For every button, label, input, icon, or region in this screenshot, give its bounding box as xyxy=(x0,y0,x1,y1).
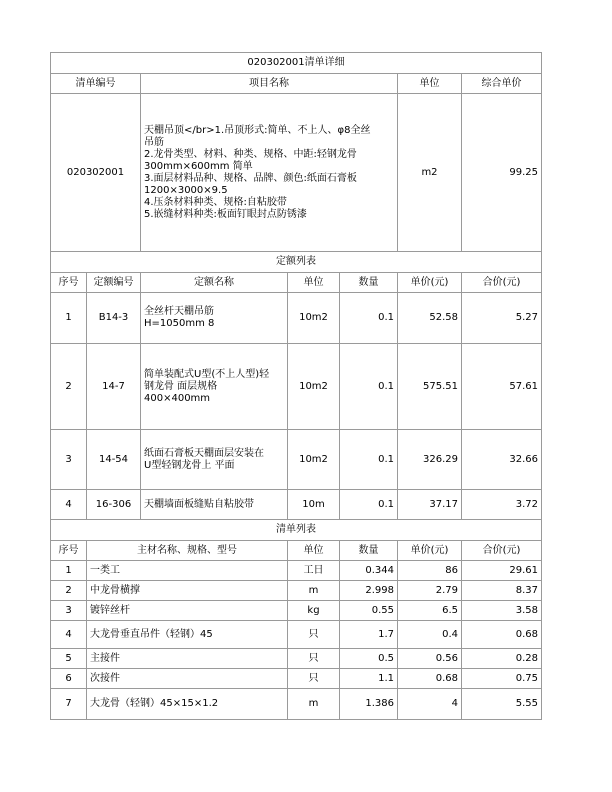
material-price: 4 xyxy=(398,689,462,720)
quota-qty: 0.1 xyxy=(340,344,398,430)
quota-header-price: 单价(元) xyxy=(398,273,462,293)
quota-code: 14-7 xyxy=(87,344,141,430)
material-price: 0.68 xyxy=(398,669,462,689)
quota-no: 1 xyxy=(51,293,87,344)
material-header-price: 单价(元) xyxy=(398,541,462,561)
material-row xyxy=(51,621,542,649)
quota-qty: 0.1 xyxy=(340,430,398,490)
quota-header-unit: 单位 xyxy=(288,273,340,293)
quota-unit: 10m xyxy=(288,490,340,520)
quota-no: 2 xyxy=(51,344,87,430)
material-price: 0.4 xyxy=(398,621,462,649)
bill-detail-table xyxy=(50,52,542,720)
material-qty: 0.55 xyxy=(340,601,398,621)
material-price: 86 xyxy=(398,561,462,581)
description-line: 5.嵌缝材料种类:板面钉眼封点防锈漆 xyxy=(144,208,307,220)
quota-price: 326.29 xyxy=(398,430,462,490)
item-description xyxy=(141,94,398,252)
material-no: 1 xyxy=(51,561,87,581)
material-name: 镀锌丝杆 xyxy=(87,601,288,621)
material-qty: 1.386 xyxy=(340,689,398,720)
material-row xyxy=(51,601,542,621)
quota-total: 5.27 xyxy=(462,293,542,344)
description-line: 300mm×600mm 简单 xyxy=(144,160,253,172)
quota-unit: 10m2 xyxy=(288,344,340,430)
material-no: 3 xyxy=(51,601,87,621)
material-unit: m xyxy=(288,581,340,601)
material-header-unit: 单位 xyxy=(288,541,340,561)
description-line: 2.龙骨类型、材料、种类、规格、中距:轻钢龙骨 xyxy=(144,148,357,160)
quota-section-title: 定额列表 xyxy=(51,252,542,273)
quota-qty: 0.1 xyxy=(340,293,398,344)
material-qty: 1.1 xyxy=(340,669,398,689)
quota-name: 全丝杆天棚吊筋 H=1050mm 8 xyxy=(144,306,215,329)
quota-row xyxy=(51,490,542,520)
table-title: 020302001清单详细 xyxy=(51,53,542,74)
materials-section-title: 清单列表 xyxy=(51,520,542,541)
header-item-name: 项目名称 xyxy=(141,74,398,94)
material-qty: 0.5 xyxy=(340,649,398,669)
material-unit: 只 xyxy=(288,649,340,669)
bill-unit: m2 xyxy=(398,94,462,252)
material-qty: 1.7 xyxy=(340,621,398,649)
header-unit: 单位 xyxy=(398,74,462,94)
material-price: 2.79 xyxy=(398,581,462,601)
quota-code: B14-3 xyxy=(87,293,141,344)
header-unit-price: 综合单价 xyxy=(462,74,542,94)
material-total: 0.68 xyxy=(462,621,542,649)
material-name: 主接件 xyxy=(87,649,288,669)
quota-total: 3.72 xyxy=(462,490,542,520)
material-qty: 0.344 xyxy=(340,561,398,581)
material-name: 大龙骨垂直吊件（轻钢）45 xyxy=(87,621,288,649)
quota-name: 简单装配式U型(不上人型)轻 钢龙骨 面层规格 400×400mm xyxy=(144,368,270,404)
material-header-qty: 数量 xyxy=(340,541,398,561)
material-name: 大龙骨（轻钢）45×15×1.2 xyxy=(87,689,288,720)
material-total: 5.55 xyxy=(462,689,542,720)
quota-row xyxy=(51,293,542,344)
material-total: 3.58 xyxy=(462,601,542,621)
material-unit: kg xyxy=(288,601,340,621)
quota-header-total: 合价(元) xyxy=(462,273,542,293)
description-line: 4.压条材料种类、规格:自粘胶带 xyxy=(144,196,287,208)
quota-unit: 10m2 xyxy=(288,430,340,490)
material-total: 0.28 xyxy=(462,649,542,669)
material-row xyxy=(51,581,542,601)
bill-code: 020302001 xyxy=(51,94,141,252)
material-qty: 2.998 xyxy=(340,581,398,601)
material-name: 一类工 xyxy=(87,561,288,581)
material-name: 次接件 xyxy=(87,669,288,689)
material-price: 0.56 xyxy=(398,649,462,669)
material-header-name: 主材名称、规格、型号 xyxy=(87,541,288,561)
material-total: 8.37 xyxy=(462,581,542,601)
material-header-no: 序号 xyxy=(51,541,87,561)
description-line: 天棚吊顶</br>1.吊顶形式:简单、不上人、φ8全丝 xyxy=(144,124,371,136)
material-no: 2 xyxy=(51,581,87,601)
quota-header-name: 定额名称 xyxy=(141,273,288,293)
quota-header-qty: 数量 xyxy=(340,273,398,293)
quota-name: 天棚墙面板缝贴自粘胶带 xyxy=(141,490,288,520)
quota-qty: 0.1 xyxy=(340,490,398,520)
quota-price: 37.17 xyxy=(398,490,462,520)
description-line: 吊筋 xyxy=(144,136,164,148)
material-price: 6.5 xyxy=(398,601,462,621)
material-total: 29.61 xyxy=(462,561,542,581)
quota-unit: 10m2 xyxy=(288,293,340,344)
material-row xyxy=(51,669,542,689)
material-no: 5 xyxy=(51,649,87,669)
quota-code: 14-54 xyxy=(87,430,141,490)
bill-unit-price: 99.25 xyxy=(462,94,542,252)
quota-no: 3 xyxy=(51,430,87,490)
material-name: 中龙骨横撑 xyxy=(87,581,288,601)
material-no: 4 xyxy=(51,621,87,649)
material-row xyxy=(51,689,542,720)
header-bill-code: 清单编号 xyxy=(51,74,141,94)
quota-price: 52.58 xyxy=(398,293,462,344)
material-no: 6 xyxy=(51,669,87,689)
material-row xyxy=(51,649,542,669)
quota-name: 纸面石膏板天棚面层安装在 U型轻钢龙骨上 平面 xyxy=(144,447,264,471)
material-unit: 工日 xyxy=(288,561,340,581)
material-total: 0.75 xyxy=(462,669,542,689)
quota-row xyxy=(51,344,542,430)
material-unit: m xyxy=(288,689,340,720)
description-line: 3.面层材料品种、规格、品牌、颜色:纸面石膏板 xyxy=(144,172,357,184)
quota-header-no: 序号 xyxy=(51,273,87,293)
quota-code: 16-306 xyxy=(87,490,141,520)
description-line: 1200×3000×9.5 xyxy=(144,184,228,196)
quota-price: 575.51 xyxy=(398,344,462,430)
quota-total: 32.66 xyxy=(462,430,542,490)
material-unit: 只 xyxy=(288,621,340,649)
material-header-total: 合价(元) xyxy=(462,541,542,561)
quota-header-code: 定额编号 xyxy=(87,273,141,293)
material-unit: 只 xyxy=(288,669,340,689)
quota-total: 57.61 xyxy=(462,344,542,430)
quota-row xyxy=(51,430,542,490)
material-row xyxy=(51,561,542,581)
material-no: 7 xyxy=(51,689,87,720)
quota-no: 4 xyxy=(51,490,87,520)
